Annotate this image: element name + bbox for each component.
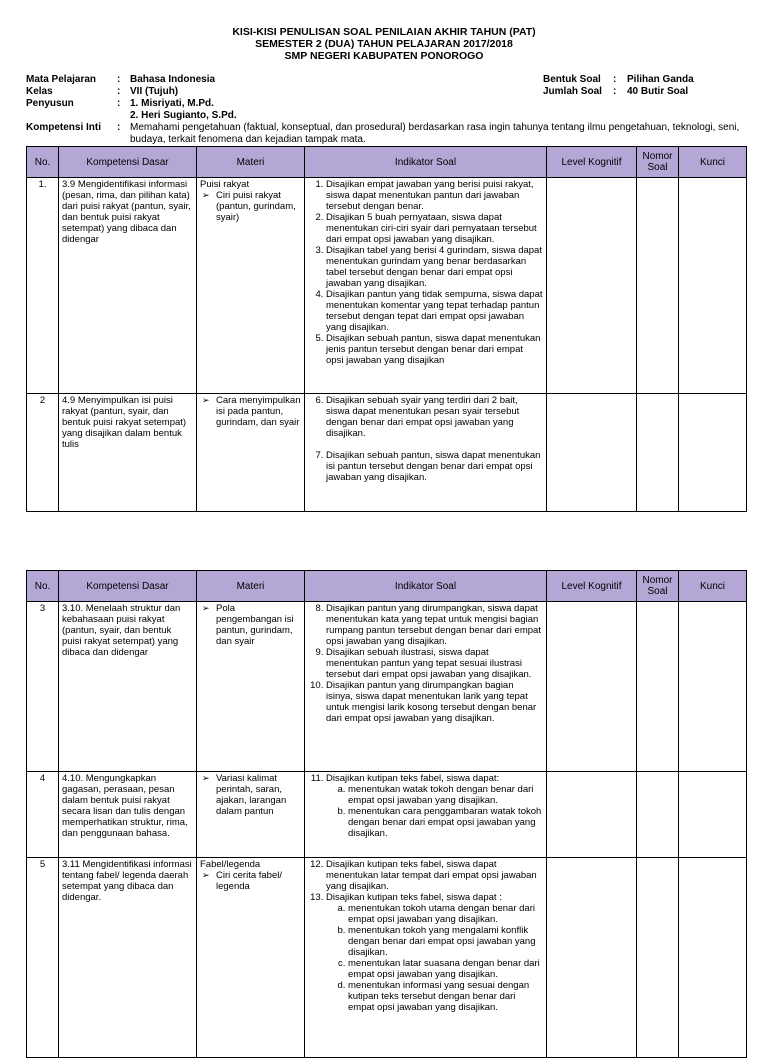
row-indikator (305, 394, 547, 512)
table-row (27, 602, 747, 772)
indikator-item: 3. Disajikan tabel yang berisi 4 gurindam, siswa dapat menentukan gurindam yang benar berdasarkan tabel tersebut dengan benar dari empat opsi jawaban yang disajikan. (326, 245, 543, 289)
col-no: No. (27, 571, 59, 602)
materi-list (200, 190, 301, 223)
row-kunci (679, 602, 747, 772)
row-kd: 3.9 Mengidentifikasi informasi (pesan, rima, dan pilihan kata) dari puisi rakyat (pantun, syair, dan bentuk puisi rakyat setempat) yang dibaca dan didengar (59, 178, 197, 394)
kelas-label: Kelas (26, 86, 53, 97)
row-no: 2 (27, 394, 59, 512)
materi-item: ➢ Ciri puisi rakyat (pantun, gurindam, syair) (200, 190, 301, 223)
row-kd: 4.9 Menyimpulkan isi puisi rakyat (pantun, syair, dan bentuk puisi rakyat setempat) yang disajikan dalam bentuk tulis (59, 394, 197, 512)
row-level (547, 772, 637, 858)
col-materi: Materi (197, 571, 305, 602)
jumlah-label: Jumlah Soal (543, 86, 602, 97)
school-name: SMP NEGERI KABUPATEN PONOROGO (284, 50, 484, 62)
row-indikator (305, 178, 547, 394)
materi-head: Puisi rakyat (200, 179, 250, 190)
indikator-item: 10. Disajikan pantun yang dirumpangkan bagian isinya, siswa dapat menentukan larik yang tepat untuk mengisi larik kosong tersebut dengan benar dari empat opsi jawaban yang disajikan. (326, 680, 543, 724)
indikator-item: 12. Disajikan kutipan teks fabel, siswa dapat menentukan latar tempat dari empat opsi jawaban yang disajikan. (326, 859, 543, 892)
table-header-row (27, 571, 747, 602)
bentuk-value: Pilihan Ganda (627, 74, 694, 85)
row-nomor (637, 602, 679, 772)
row-level (547, 602, 637, 772)
indikator-item: 2. Disajikan 5 buah pernyataan, siswa dapat menentukan ciri-ciri syair dari pernyataan tersebut dari empat opsi jawaban yang disajikan. (326, 212, 543, 245)
col-kunci: Kunci (679, 147, 747, 178)
colon: : (117, 122, 121, 133)
col-kunci: Kunci (679, 571, 747, 602)
indikator-item (326, 892, 543, 1013)
indikator-item: 9. Disajikan sebuah ilustrasi, siswa dapat menentukan pantun yang tepat sesuai ilustrasi tersebut dari empat opsi jawaban yang disajikan. (326, 647, 543, 680)
col-level: Level Kognitif (547, 147, 637, 178)
colon: : (117, 86, 121, 97)
col-no: No. (27, 147, 59, 178)
jumlah-value: 40 Butir Soal (627, 86, 689, 97)
document-subtitle: SEMESTER 2 (DUA) TAHUN PELAJARAN 2017/2018 (255, 38, 513, 50)
indikator-item (326, 773, 543, 839)
kelas-value: VII (Tujuh) (130, 86, 179, 97)
row-nomor (637, 394, 679, 512)
indikator-list (308, 603, 543, 724)
table-row (27, 394, 747, 512)
row-kd: 3.11 Mengidentifikasi informasi tentang fabel/ legenda daerah setempat yang dibaca dan didengar. (59, 858, 197, 1058)
materi-list (200, 395, 301, 428)
indikator-item: 7. Disajikan sebuah pantun, siswa dapat menentukan isi pantun tersebut dengan benar dari empat opsi jawaban yang disajikan. (326, 450, 543, 483)
meta-left (26, 74, 237, 122)
materi-item: ➢ Pola pengembangan isi pantun, gurindam, dan syair (200, 603, 301, 647)
row-no: 3 (27, 602, 59, 772)
indikator-subitem: a. menentukan tokoh utama dengan benar dari empat opsi jawaban yang disajikan. (348, 903, 543, 925)
indikator-subitem: a. menentukan watak tokoh dengan benar dari empat opsi jawaban yang disajikan. (348, 784, 543, 806)
col-kd: Kompetensi Dasar (59, 571, 197, 602)
row-nomor (637, 772, 679, 858)
indikator-item: 6. Disajikan sebuah syair yang terdiri dari 2 bait, siswa dapat menentukan pesan syair tersebut dengan benar dari empat opsi jawaban yang disajikan. (326, 395, 543, 439)
table-row (27, 772, 747, 858)
col-indikator: Indikator Soal (305, 147, 547, 178)
row-kunci (679, 858, 747, 1058)
colon: : (613, 86, 617, 97)
indikator-item: 4. Disajikan pantun yang tidak sempurna, siswa dapat menentukan komentar yang tepat terhadap pantun tersebut dengan tepat dari empat opsi jawaban yang disajikan. (326, 289, 543, 333)
col-kd: Kompetensi Dasar (59, 147, 197, 178)
indikator-subitem: d. menentukan informasi yang sesuai dengan kutipan teks tersebut dengan benar dari empat opsi jawaban yang disajikan. (348, 980, 543, 1013)
row-kunci (679, 178, 747, 394)
table-row (27, 178, 747, 394)
row-kd: 3.10. Menelaah struktur dan kebahasaan puisi rakyat (pantun, syair, dan bentuk puisi rakyat setempat) yang dibaca dan didengar (59, 602, 197, 772)
row-no: 5 (27, 858, 59, 1058)
row-level (547, 394, 637, 512)
row-materi (197, 178, 305, 394)
row-kunci (679, 394, 747, 512)
materi-list (200, 773, 301, 817)
indikator-subitem: c. menentukan latar suasana dengan benar dari empat opsi jawaban yang disajikan. (348, 958, 543, 980)
row-indikator (305, 602, 547, 772)
kisi-table-2 (26, 570, 747, 1058)
indikator-text: Disajikan kutipan teks fabel, siswa dapat: (326, 773, 500, 784)
materi-list (200, 603, 301, 647)
col-materi: Materi (197, 147, 305, 178)
materi-head: Fabel/legenda (200, 859, 261, 870)
table-row (27, 858, 747, 1058)
colon: : (117, 98, 121, 109)
indikator-list (308, 395, 543, 483)
document-title: KISI-KISI PENULISAN SOAL PENILAIAN AKHIR TAHUN (PAT) (232, 26, 536, 38)
indikator-subitem: b. menentukan tokoh yang mengalami konflik dengan benar dari empat opsi jawaban yang disajikan. (348, 925, 543, 958)
row-no: 4 (27, 772, 59, 858)
indikator-list (308, 773, 543, 839)
row-nomor (637, 178, 679, 394)
ki-value: Memahami pengetahuan (faktual, konseptual, dan prosedural) berdasarkan rasa ingin tahunya tentang ilmu pengetahuan, teknologi, seni, budaya, terkait fenomena dan kejadian tampak mata. (130, 122, 740, 145)
row-materi (197, 394, 305, 512)
indikator-sublist (326, 903, 543, 1013)
row-materi (197, 858, 305, 1058)
row-no: 1. (27, 178, 59, 394)
indikator-item: 5. Disajikan sebuah pantun, siswa dapat menentukan jenis pantun tersebut dengan benar dari empat opsi jawaban yang disajikan (326, 333, 543, 366)
row-indikator (305, 772, 547, 858)
materi-item: ➢ Variasi kalimat perintah, saran, ajakan, larangan dalam pantun (200, 773, 301, 817)
row-level (547, 178, 637, 394)
bentuk-label: Bentuk Soal (543, 74, 601, 85)
colon: : (117, 74, 121, 85)
indikator-item: 1. Disajikan empat jawaban yang berisi puisi rakyat, siswa dapat menentukan pantun dari jawaban tersebut dengan benar. (326, 179, 543, 212)
ki-label: Kompetensi Inti (26, 122, 102, 133)
materi-item: ➢ Cara menyimpulkan isi pada pantun, gurindam, dan syair (200, 395, 301, 428)
colon: : (613, 74, 617, 85)
meta-right (543, 74, 694, 98)
table-header-row (27, 147, 747, 178)
indikator-text: Disajikan kutipan teks fabel, siswa dapat : (326, 892, 502, 903)
col-nomor: Nomor Soal (637, 147, 679, 178)
col-level: Level Kognitif (547, 571, 637, 602)
indikator-item: 8. Disajikan pantun yang dirumpangkan, siswa dapat menentukan kata yang tepat untuk mengisi bagian rumpang pantun tersebut dengan benar dari empat opsi jawaban yang disajikan. (326, 603, 543, 647)
row-indikator (305, 858, 547, 1058)
indikator-list (308, 859, 543, 1013)
col-indikator: Indikator Soal (305, 571, 547, 602)
row-materi (197, 602, 305, 772)
col-nomor: Nomor Soal (637, 571, 679, 602)
mapel-label: Mata Pelajaran (26, 74, 97, 85)
row-kunci (679, 772, 747, 858)
row-level (547, 858, 637, 1058)
mapel-value: Bahasa Indonesia (130, 74, 216, 85)
penyusun-label: Penyusun (26, 98, 74, 109)
row-materi (197, 772, 305, 858)
row-kd: 4.10. Mengungkapkan gagasan, perasaan, pesan dalam bentuk puisi rakyat secara lisan dan tulis dengan memperhatikan struktur, rima, dan penggunaan bahasa. (59, 772, 197, 858)
materi-item: ➢ Ciri cerita fabel/ legenda (200, 870, 301, 892)
kisi-table-1 (26, 146, 747, 512)
penyusun-2: 2. Heri Sugianto, S.Pd. (130, 110, 237, 121)
indikator-sublist (326, 784, 543, 839)
indikator-subitem: b. menentukan cara penggambaran watak tokoh dengan benar dari empat opsi jawaban yang disajikan. (348, 806, 543, 839)
row-nomor (637, 858, 679, 1058)
penyusun-1: 1. Misriyati, M.Pd. (130, 98, 214, 109)
materi-list (200, 870, 301, 892)
indikator-list (308, 179, 543, 366)
